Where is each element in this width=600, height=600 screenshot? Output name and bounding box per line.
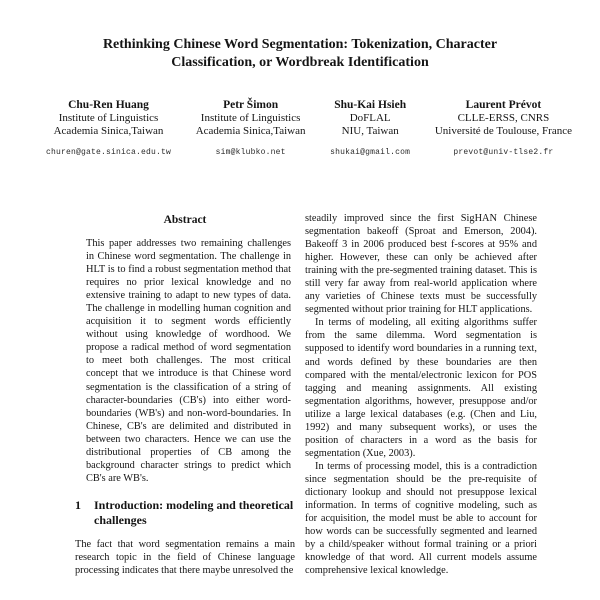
author-email: prevot@univ-tlse2.fr [453, 148, 554, 157]
author-block-2 [196, 99, 306, 157]
right-column-paragraph-2: In terms of modeling, all exiting algorithms suffer from the same dilemma. Word segmentation is supposed to identify word boundaries in a running text, and words defined by these boundaries are then compared with the mental/electronic lexicon for POS tagging and meaning assignments. All existing segmentation algorithms, however, presuppose and/or utilize a large lexical databases (e.g. (Chen and Liu, 1992) and many subsequent works), or uses the position of characters in a word as the basis for segmentation (Xue, 2003). [305, 317, 537, 459]
author-affiliation: Academia Sinica,Taiwan [195, 125, 306, 137]
author-affiliation: Academia Sinica,Taiwan [53, 125, 164, 137]
section-1-paragraph: The fact that word segmentation remains a main research topic in the field of Chinese language processing indicates that there maybe unresolved the [75, 538, 295, 576]
author-block-3 [330, 99, 410, 157]
author-name: Chu-Ren Huang [68, 99, 149, 111]
author-affiliation: Institute of Linguistics [58, 112, 159, 124]
authors-row [46, 99, 572, 157]
author-name: Petr Šimon [223, 99, 279, 111]
author-affiliation: Université de Toulouse, France [434, 125, 572, 137]
right-column-paragraph-3: In terms of processing model, this is a contradiction since segmentation should be the pre-requisite of dictionary lookup and should not presuppose lexical information. In terms of cognitive modeling, such as for acquisition, the model must be able to account for how words can be successfully segmented and learned by a child/speaker without formal training or a priori knowledge of that word. All current models assume comprehensive lexical knowledge. [305, 460, 537, 577]
left-column [75, 212, 295, 577]
section-1-heading [75, 498, 295, 529]
author-affiliation: DoFLAL [349, 112, 391, 124]
section-title: Introduction: modeling and theoretical challenges [94, 497, 294, 528]
author-name: Shu-Kai Hsieh [334, 99, 407, 111]
author-name: Laurent Prévot [465, 99, 542, 111]
author-affiliation: CLLE-ERSS, CNRS [457, 112, 550, 124]
right-column-paragraph-1: steadily improved since the first SigHAN Chinese segmentation bakeoff (Sproat and Emerson, 2004). Bakeoff 3 in 2006 produced best f-scores at 95% and higher. However, these can only be achieved after training with the pre-segmented training dataset. This is still very far away from real-world application where any varieties of Chinese texts must be successfully segmented without prior training for HLT applications. [305, 213, 537, 316]
author-block-1 [46, 99, 171, 157]
author-email: shukai@gmail.com [330, 148, 411, 157]
author-affiliation: NIU, Taiwan [341, 125, 399, 137]
author-email: sim@klubko.net [215, 148, 286, 157]
abstract-text: This paper addresses two remaining challenges in Chinese word segmentation. The challenge in HLT is to find a robust segmentation method that requires no prior lexical knowledge and no extensive training to adapt to new types of data. The challenge in modelling human cognition and acquisition it to segment words efficiently without using knowledge of wordhood. We propose a radical method of word segmentation to meet both challenges. The most critical concept that we introduce is that Chinese word segmentation is the classification of a string of character-boundaries (CB's) into either word-boundaries (WB's) and non-word-boundaries. In Chinese, CB's are delimited and distributed in between two characters. Hence we can use the distributional properties of CB among the background character strings to predict which CB's are WB's. [86, 238, 291, 484]
right-column [305, 212, 537, 577]
abstract-heading: Abstract [163, 214, 207, 226]
section-number: 1 [75, 497, 81, 512]
author-affiliation: Institute of Linguistics [200, 112, 301, 124]
author-block-4 [435, 99, 572, 157]
paper-title: Rethinking Chinese Word Segmentation: Tokenization, Character Classification, or Wordbreak Identification [102, 37, 498, 70]
author-email: churen@gate.sinica.edu.tw [46, 148, 172, 157]
